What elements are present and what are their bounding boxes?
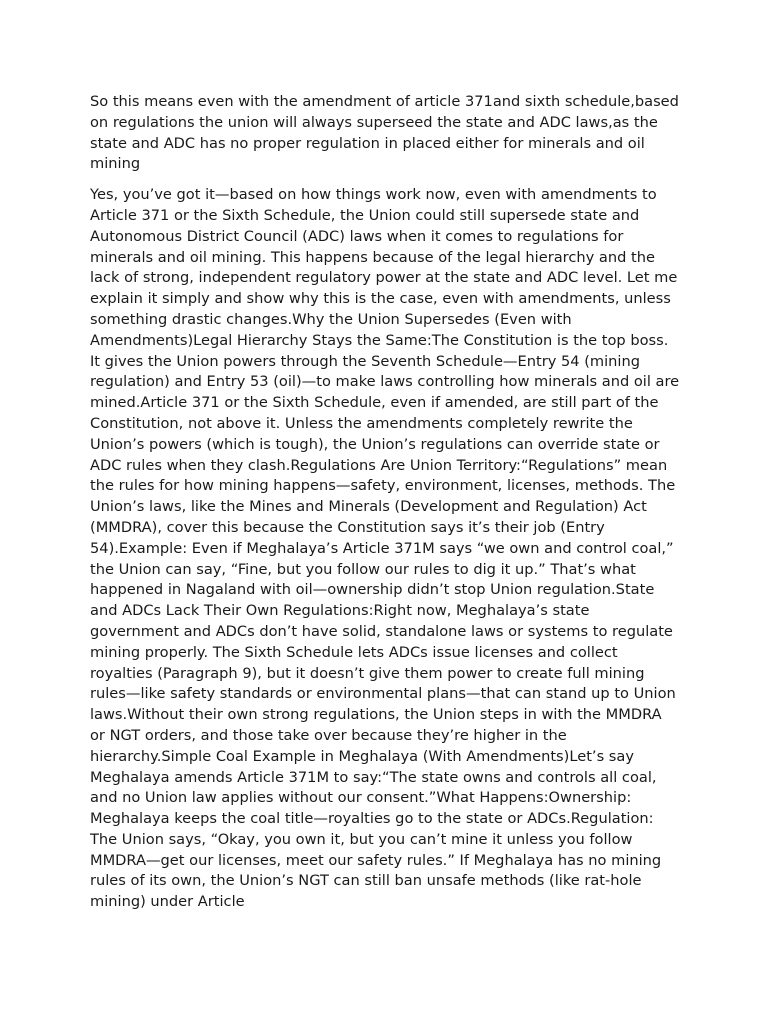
document-page [90,92,680,913]
answer-paragraph: Yes, you’ve got it—based on how things work now, even with amendments to Article 371 or the Sixth Schedule, the Union could still supersede state and Autonomous District Council (ADC) laws when it comes to regulations for minerals and oil mining. This happens because of the legal hierarchy and the lack of strong, independent regulatory power at the state and ADC level. Let me explain it simply and show why this is the case, even with amendments, unless something drastic changes.Why the Union Supersedes (Even with Amendments)Legal Hierarchy Stays the Same:The Constitution is the top boss. It gives the Union powers through the Seventh Schedule—Entry 54 (mining regulation) and Entry 53 (oil)—to make laws controlling how minerals and oil are mined.Article 371 or the Sixth Schedule, even if amended, are still part of the Constitution, not above it. Unless the amendments completely rewrite the Union’s powers (which is tough), the Union’s regulations can override state or ADC rules when they clash.Regulations Are Union Territory:“Regulations” mean the rules for how mining happens—safety, environment, licenses, methods. The Union’s laws, like the Mines and Minerals (Development and Regulation) Act (MMDRA), cover this because the Constitution says it’s their job (Entry 54).Example: Even if Meghalaya’s Article 371M says “we own and control coal,” the Union can say, “Fine, but you follow our rules to dig it up.” That’s what happened in Nagaland with oil—ownership didn’t stop Union regulation.State and ADCs Lack Their Own Regulations:Right now, Meghalaya’s state government and ADCs don’t have solid, standalone laws or systems to regulate mining properly. The Sixth Schedule lets ADCs issue licenses and collect royalties (Paragraph 9), but it doesn’t give them power to create full mining rules—like safety standards or environmental plans—that can stand up to Union laws.Without their own strong regulations, the Union steps in with the MMDRA or NGT orders, and those take over because they’re higher in the hierarchy.Simple Coal Example in Meghalaya (With Amendments)Let’s say Meghalaya amends Article 371M to say:“The state owns and controls all coal, and no Union law applies without our consent.”What Happens:Ownership: Meghalaya keeps the coal title—royalties go to the state or ADCs.Regulation: The Union says, “Okay, you own it, but you can’t mine it unless you follow MMDRA—get our licenses, meet our safety rules.” If Meghalaya has no mining rules of its own, the Union’s NGT can still ban unsafe methods (like rat-hole mining) under Article [90,186,680,911]
question-paragraph: So this means even with the amendment of article 371and sixth schedule,based on regulations the union will always superseed the state and ADC laws,as the state and ADC has no proper regulation in placed either for minerals and oil mining [90,93,679,173]
